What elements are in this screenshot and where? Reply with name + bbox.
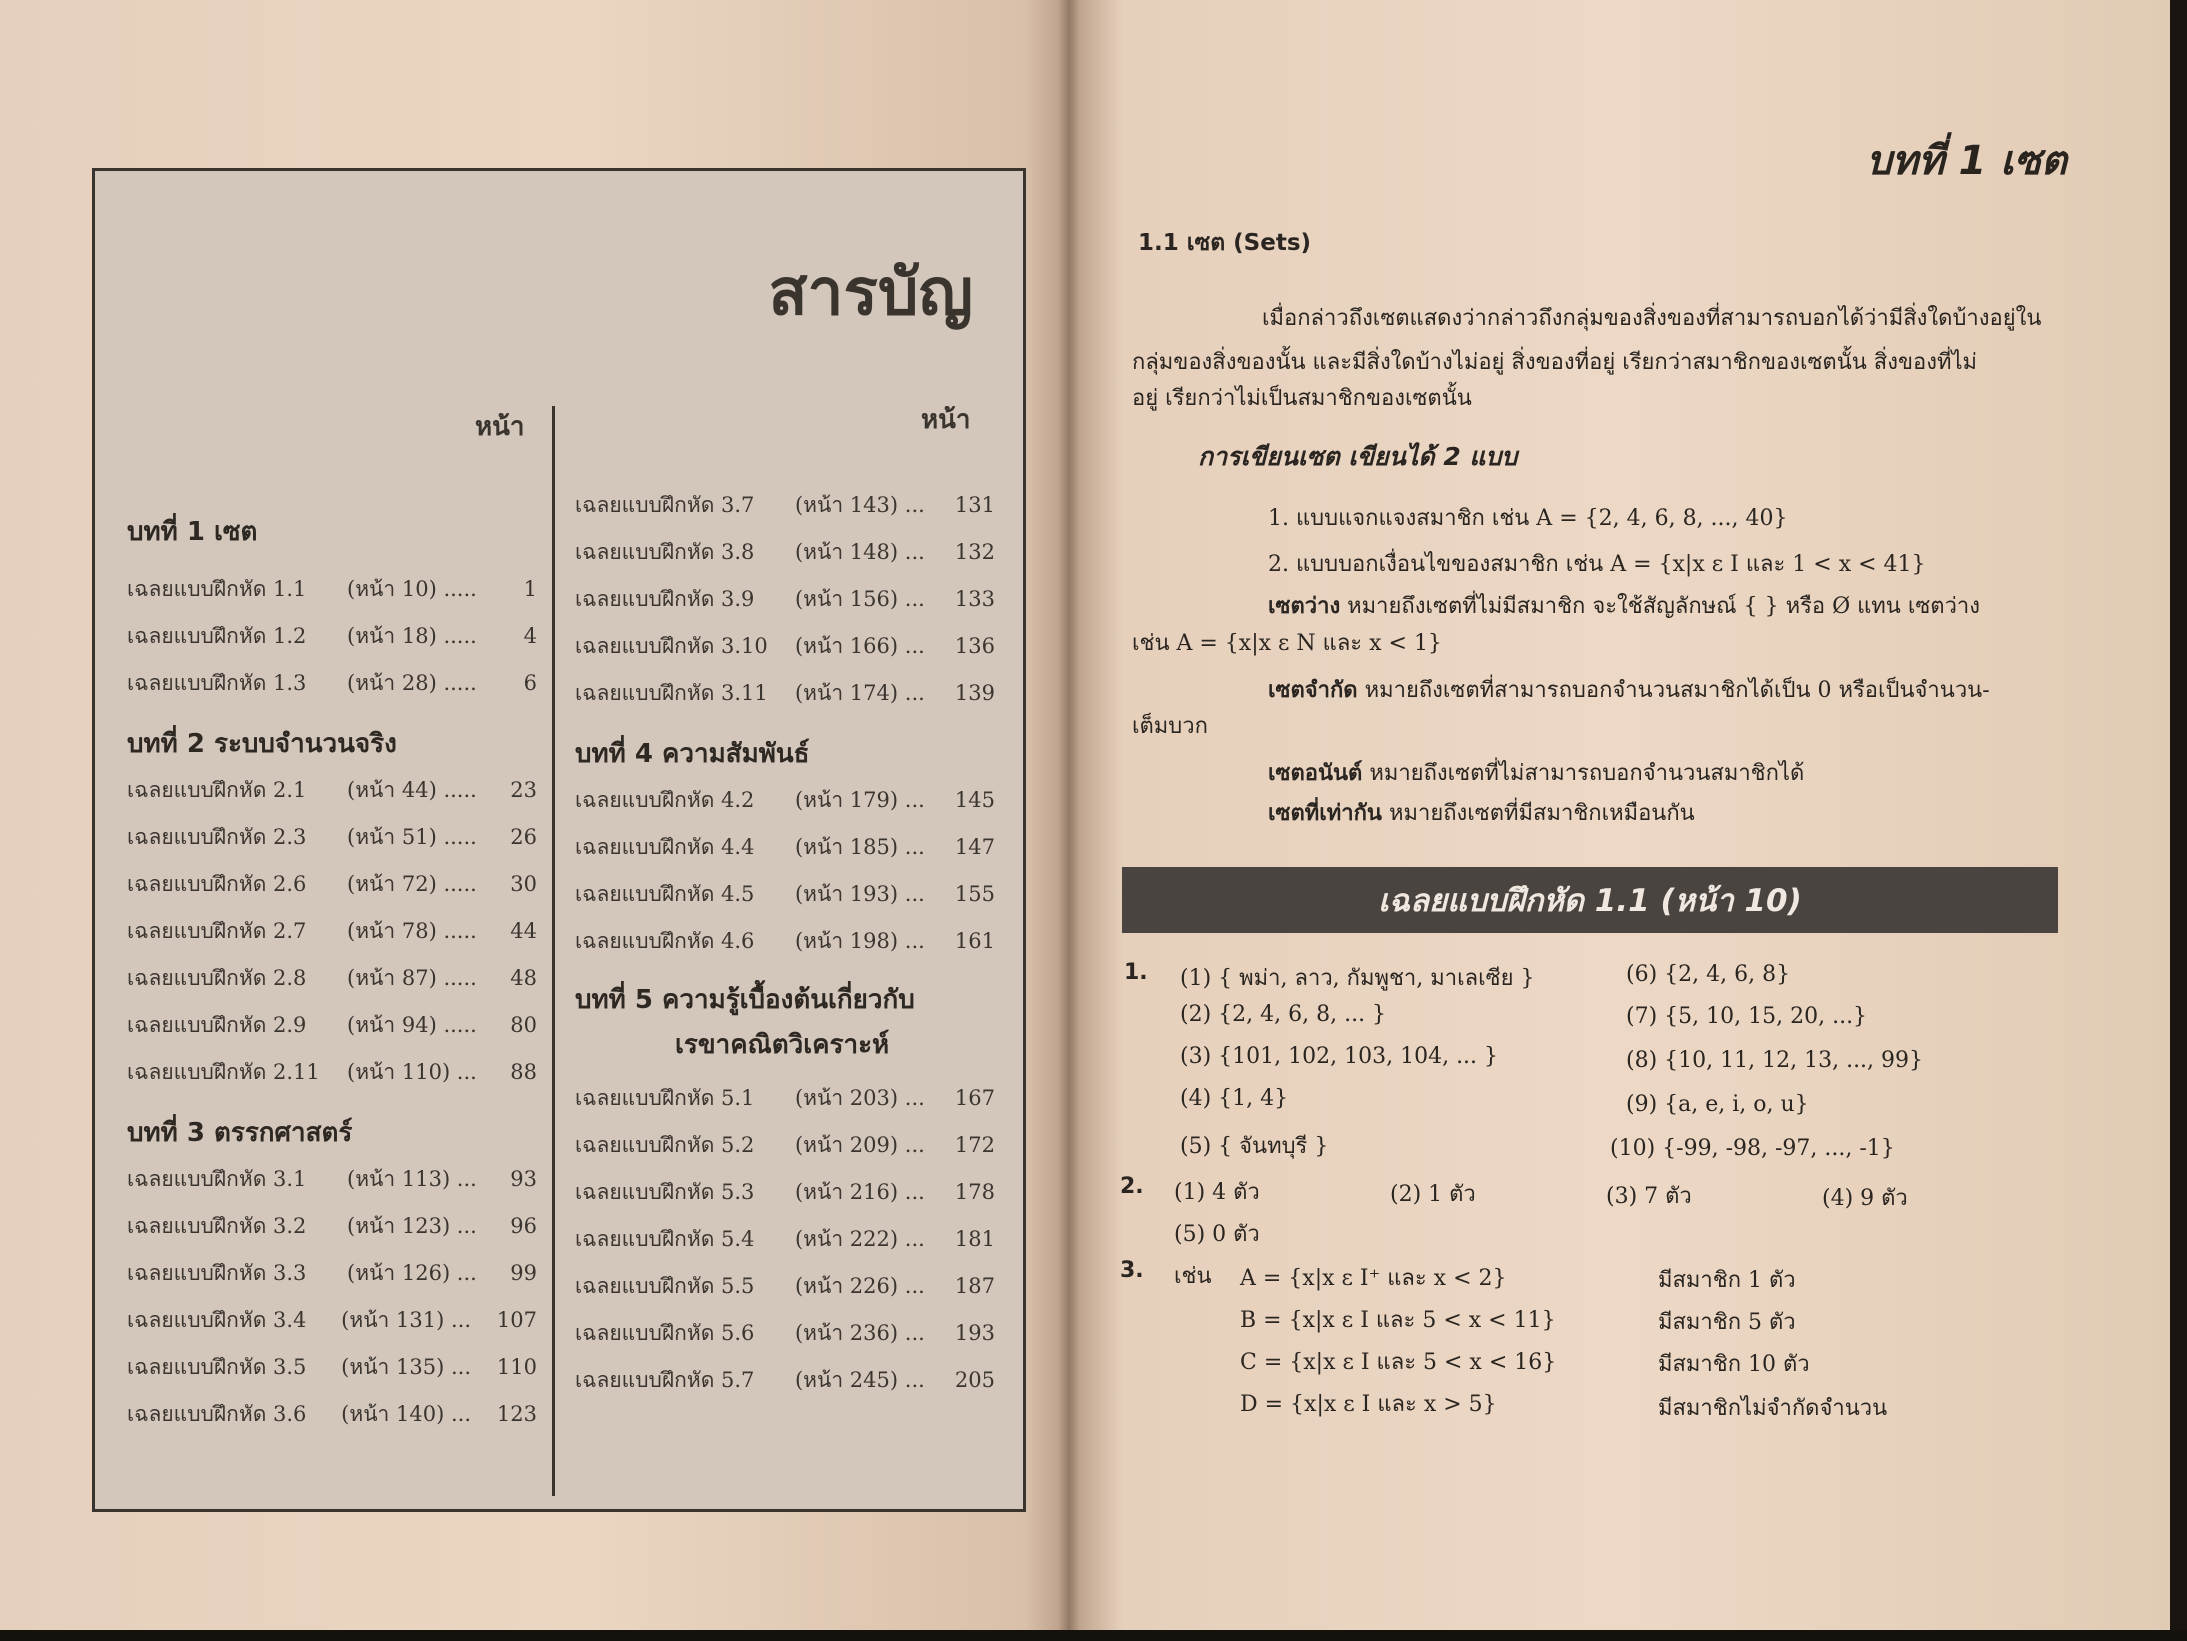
set-note: มีสมาชิก 10 ตัว (1658, 1352, 1810, 1377)
toc-row: เฉลยแบบฝึกหัด 3.5 (หน้า 135) ... 110 (127, 1355, 537, 1379)
toc-row: เฉลยแบบฝึกหัด 3.11 (หน้า 174) ... 139 (575, 681, 995, 705)
definition-infinite-set: เซตอนันต์ หมายถึงเซตที่ไม่สามารถบอกจำนวนสมาชิกได้ (1268, 760, 1805, 786)
set-definition: A = {x|x ε I⁺ และ x < 2} (1240, 1266, 1507, 1291)
toc-row: เฉลยแบบฝึกหัด 3.10 (หน้า 166) ... 136 (575, 634, 995, 658)
answer-item: (5) { จันทบุรี } (1180, 1134, 1329, 1159)
set-note: มีสมาชิก 1 ตัว (1658, 1268, 1796, 1293)
exercise-banner: เฉลยแบบฝึกหัด 1.1 (หน้า 10) (1122, 867, 2058, 933)
paragraph-line: กลุ่มของสิ่งของนั้น และมีสิ่งใดบ้างไม่อยู่ สิ่งของที่อยู่ เรียกว่าสมาชิกของเซตนั้น สิ่งของที่ไม่ (1132, 350, 1978, 375)
toc-chapter-heading: บทที่ 5 ความรู้เบื้องต้นเกี่ยวกับ (575, 985, 915, 1015)
toc-row: เฉลยแบบฝึกหัด 1.2 (หน้า 18) ..... 4 (127, 624, 537, 648)
toc-chapter-heading: บทที่ 1 เซต (127, 517, 258, 547)
question-number: 2. (1120, 1174, 1144, 1199)
definition-equal-sets: เซตที่เท่ากัน หมายถึงเซตที่มีสมาชิกเหมือนกัน (1268, 800, 1695, 826)
chapter-heading: บทที่ 1 เซต (1866, 138, 2067, 184)
answer-item: (6) {2, 4, 6, 8} (1626, 962, 1791, 987)
toc-row: เฉลยแบบฝึกหัด 3.4 (หน้า 131) ... 107 (127, 1308, 537, 1332)
toc-chapter-heading-continued: เรขาคณิตวิเคราะห์ (675, 1030, 890, 1060)
toc-row: เฉลยแบบฝึกหัด 2.9 (หน้า 94) ..... 80 (127, 1013, 537, 1037)
toc-row: เฉลยแบบฝึกหัด 2.6 (หน้า 72) ..... 30 (127, 872, 537, 896)
toc-row: เฉลยแบบฝึกหัด 3.9 (หน้า 156) ... 133 (575, 587, 995, 611)
method-line: 1. แบบแจกแจงสมาชิก เช่น A = {2, 4, 6, 8, ..., 40} (1268, 506, 1788, 531)
example-label: เช่น (1174, 1264, 1212, 1289)
paragraph-line: เมื่อกล่าวถึงเซตแสดงว่ากล่าวถึงกลุ่มของสิ่งของที่สามารถบอกได้ว่ามีสิ่งใดบ้างอยู่ใน (1262, 306, 2042, 331)
answer-item: (9) {a, e, i, o, u} (1626, 1092, 1809, 1117)
toc-row: เฉลยแบบฝึกหัด 2.11 (หน้า 110) ... 88 (127, 1060, 537, 1084)
writing-sets-heading: การเขียนเซต เขียนได้ 2 แบบ (1198, 442, 1518, 471)
toc-row: เฉลยแบบฝึกหัด 5.2 (หน้า 209) ... 172 (575, 1133, 995, 1157)
toc-row: เฉลยแบบฝึกหัด 2.7 (หน้า 78) ..... 44 (127, 919, 537, 943)
answer-item: (5) 0 ตัว (1174, 1222, 1260, 1247)
answer-item: (10) {-99, -98, -97, ..., -1} (1610, 1136, 1895, 1161)
set-definition: D = {x|x ε I และ x > 5} (1240, 1392, 1497, 1417)
toc-row: เฉลยแบบฝึกหัด 4.5 (หน้า 193) ... 155 (575, 882, 995, 906)
toc-right-column (575, 489, 995, 1411)
definition-finite-set: เซตจำกัด หมายถึงเซตที่สามารถบอกจำนวนสมาชิกได้เป็น 0 หรือเป็นจำนวน- (1268, 677, 1990, 703)
toc-row: เฉลยแบบฝึกหัด 5.7 (หน้า 245) ... 205 (575, 1368, 995, 1392)
answer-item: (1) { พม่า, ลาว, กัมพูชา, มาเลเซีย } (1180, 966, 1535, 991)
section-title: 1.1 เซต (Sets) (1138, 230, 1312, 256)
toc-chapter-heading: บทที่ 3 ตรรกศาสตร์ (127, 1118, 353, 1148)
answer-item: (3) {101, 102, 103, 104, ... } (1180, 1044, 1499, 1069)
answer-item: (4) {1, 4} (1180, 1086, 1289, 1111)
toc-row: เฉลยแบบฝึกหัด 1.3 (หน้า 28) ..... 6 (127, 671, 537, 695)
page-bottom-edge (0, 1630, 2187, 1641)
toc-row: เฉลยแบบฝึกหัด 4.4 (หน้า 185) ... 147 (575, 835, 995, 859)
toc-row: เฉลยแบบฝึกหัด 3.3 (หน้า 126) ... 99 (127, 1261, 537, 1285)
answer-item: (7) {5, 10, 15, 20, ...} (1626, 1004, 1868, 1029)
set-note: มีสมาชิกไม่จำกัดจำนวน (1658, 1396, 1888, 1421)
toc-page-heading-right: หน้า (921, 405, 971, 435)
toc-row: เฉลยแบบฝึกหัด 2.3 (หน้า 51) ..... 26 (127, 825, 537, 849)
answer-item: (4) 9 ตัว (1822, 1186, 1908, 1211)
answer-item: (2) 1 ตัว (1390, 1182, 1476, 1207)
book-gutter (1058, 0, 1080, 1641)
toc-chapter-heading: บทที่ 2 ระบบจำนวนจริง (127, 729, 397, 759)
toc-row: เฉลยแบบฝึกหัด 1.1 (หน้า 10) ..... 1 (127, 577, 537, 601)
answer-item: (2) {2, 4, 6, 8, ... } (1180, 1002, 1387, 1027)
answer-item: (3) 7 ตัว (1606, 1184, 1692, 1209)
toc-row: เฉลยแบบฝึกหัด 3.8 (หน้า 148) ... 132 (575, 540, 995, 564)
method-line: 2. แบบบอกเงื่อนไขของสมาชิก เช่น A = {x|x ε I และ 1 < x < 41} (1268, 552, 1926, 577)
question-number: 1. (1124, 960, 1148, 985)
toc-row: เฉลยแบบฝึกหัด 3.7 (หน้า 143) ... 131 (575, 493, 995, 517)
table-of-contents-box (92, 168, 1026, 1512)
set-definition: C = {x|x ε I และ 5 < x < 16} (1240, 1350, 1557, 1375)
definition-example: เช่น A = {x|x ε N และ x < 1} (1132, 631, 1442, 656)
definition-continued: เต็มบวก (1132, 714, 1208, 739)
definition-empty-set: เซตว่าง หมายถึงเซตที่ไม่มีสมาชิก จะใช้สัญลักษณ์ { } หรือ Ø แทน เซตว่าง (1268, 593, 1981, 619)
toc-page-heading-left: หน้า (475, 412, 525, 442)
toc-row: เฉลยแบบฝึกหัด 5.5 (หน้า 226) ... 187 (575, 1274, 995, 1298)
toc-row: เฉลยแบบฝึกหัด 3.2 (หน้า 123) ... 96 (127, 1214, 537, 1238)
toc-title: สารบัญ (768, 256, 973, 330)
toc-row: เฉลยแบบฝึกหัด 2.8 (หน้า 87) ..... 48 (127, 966, 537, 990)
set-note: มีสมาชิก 5 ตัว (1658, 1310, 1796, 1335)
toc-row: เฉลยแบบฝึกหัด 5.1 (หน้า 203) ... 167 (575, 1086, 995, 1110)
toc-row: เฉลยแบบฝึกหัด 3.6 (หน้า 140) ... 123 (127, 1402, 537, 1426)
toc-row: เฉลยแบบฝึกหัด 2.1 (หน้า 44) ..... 23 (127, 778, 537, 802)
toc-row: เฉลยแบบฝึกหัด 3.1 (หน้า 113) ... 93 (127, 1167, 537, 1191)
answer-item: (8) {10, 11, 12, 13, ..., 99} (1626, 1048, 1924, 1073)
toc-row: เฉลยแบบฝึกหัด 5.6 (หน้า 236) ... 193 (575, 1321, 995, 1345)
toc-row: เฉลยแบบฝึกหัด 4.6 (หน้า 198) ... 161 (575, 929, 995, 953)
toc-row: เฉลยแบบฝึกหัด 5.3 (หน้า 216) ... 178 (575, 1180, 995, 1204)
toc-row: เฉลยแบบฝึกหัด 4.2 (หน้า 179) ... 145 (575, 788, 995, 812)
toc-chapter-heading: บทที่ 4 ความสัมพันธ์ (575, 739, 810, 769)
paragraph-line: อยู่ เรียกว่าไม่เป็นสมาชิกของเซตนั้น (1132, 386, 1472, 411)
toc-row: เฉลยแบบฝึกหัด 5.4 (หน้า 222) ... 181 (575, 1227, 995, 1251)
toc-left-column (127, 511, 537, 1445)
question-number: 3. (1120, 1258, 1144, 1283)
set-definition: B = {x|x ε I และ 5 < x < 11} (1240, 1308, 1556, 1333)
answer-item: (1) 4 ตัว (1174, 1180, 1260, 1205)
toc-column-divider (552, 406, 555, 1496)
